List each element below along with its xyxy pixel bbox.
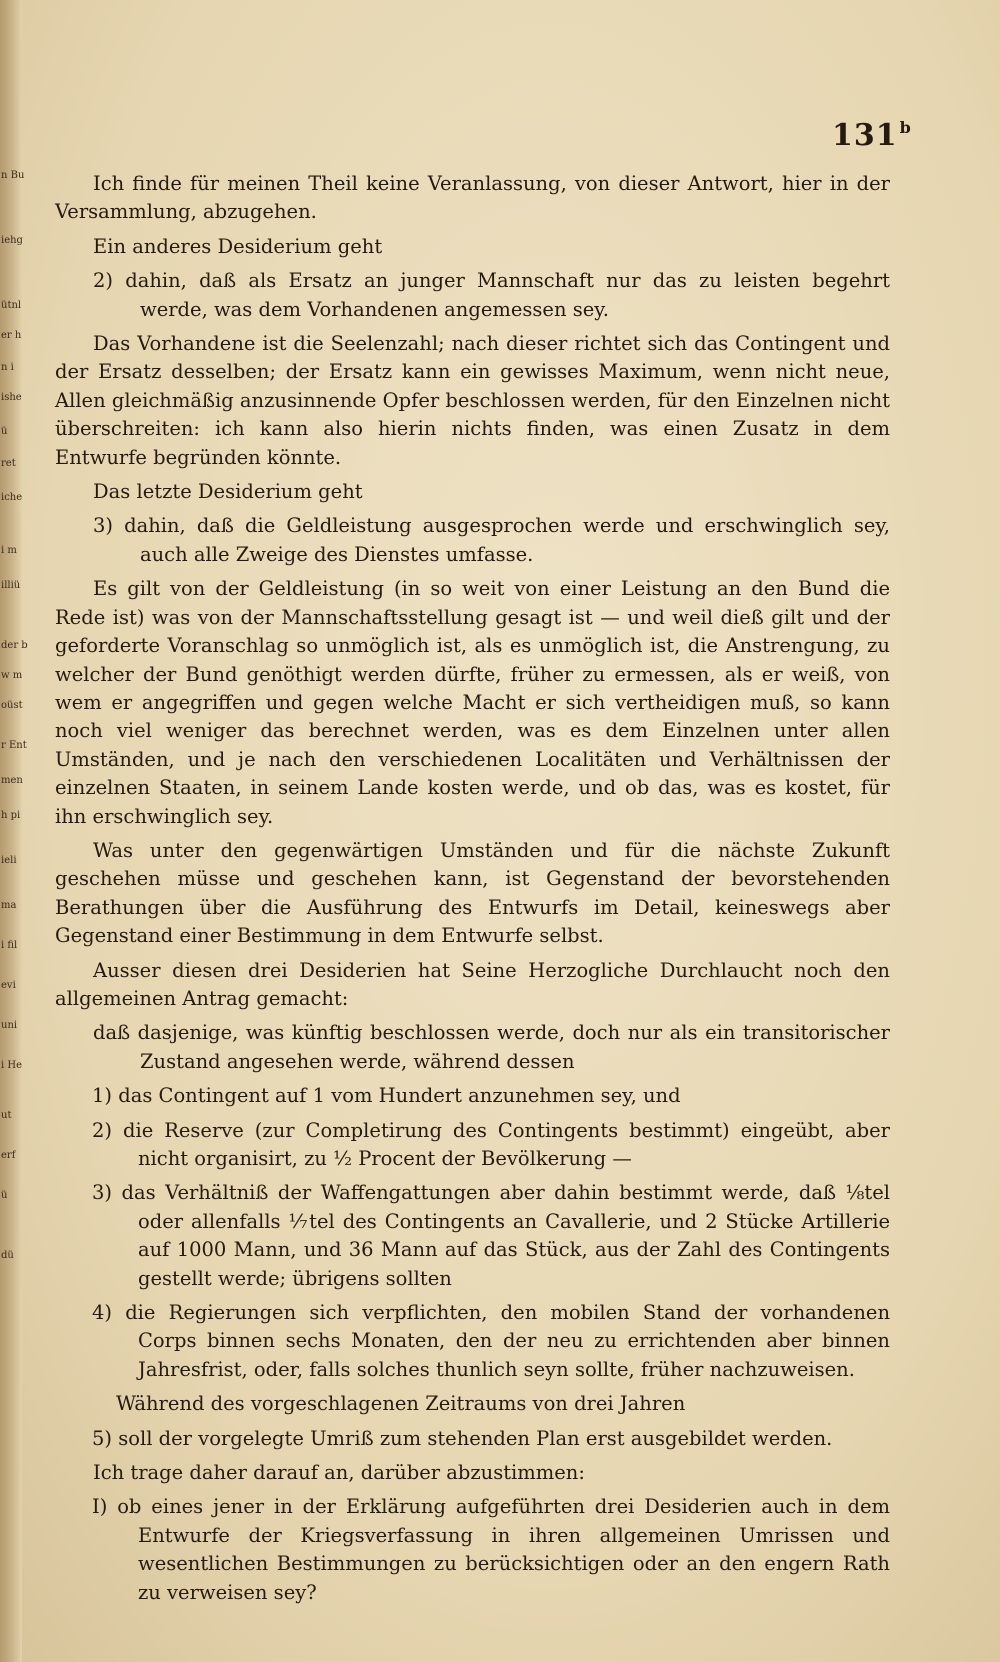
margin-fragment: i fil bbox=[1, 940, 18, 951]
margin-fragment: uni bbox=[1, 1020, 18, 1031]
paragraph: 3) dahin, daß die Geldleistung ausgesprochen werde und erschwinglich sey, auch alle Zweige des Dienstes umfasse. bbox=[93, 514, 890, 566]
margin-fragment: erf bbox=[1, 1150, 16, 1161]
margin-fragment: n i bbox=[1, 362, 14, 373]
margin-fragment: ishe bbox=[1, 392, 22, 403]
paragraph: 1) das Contingent auf 1 vom Hundert anzunehmen sey, und bbox=[92, 1084, 681, 1108]
margin-fragment: iehg bbox=[1, 235, 23, 246]
paragraph: Ein anderes Desiderium geht bbox=[93, 234, 383, 258]
margin-fragment: er h bbox=[1, 330, 22, 341]
margin-fragment: r Ent bbox=[1, 740, 27, 751]
paragraph: daß dasjenige, was künftig beschlossen werde, doch nur als ein transitorischer Zustand angesehen werde, während dessen bbox=[93, 1021, 890, 1073]
paragraph: 4) die Regierungen sich verpflichten, den mobilen Stand der vorhandenen Corps binnen sechs Monaten, den der neu zu errichtenden aber binnen Jahresfrist, oder, falls solches thunlich seyn sollte, früher nachzuweisen. bbox=[92, 1301, 890, 1381]
margin-fragment: dü bbox=[1, 1250, 14, 1261]
paragraph: 2) die Reserve (zur Completirung des Contingents bestimmt) eingeübt, aber nicht organisirt, zu ½ Procent der Bevölkerung — bbox=[92, 1118, 890, 1170]
paragraph: Das Vorhandene ist die Seelenzahl; nach dieser richtet sich das Contingent und der Ersatz desselben; der Ersatz kann ein gewisses Maximum, wenn nicht neue, Allen gleichmäßig anzusinnende Opfer beschlossen werden, für den Einzelnen nicht überschreiten: ich kann also hierin nichts finden, was einen Zusatz in dem Entwurfe begründen könnte. bbox=[55, 332, 890, 469]
margin-fragment: w m bbox=[1, 670, 23, 681]
margin-fragment: i m bbox=[1, 545, 17, 556]
margin-fragment: oüst bbox=[1, 700, 23, 711]
margin-fragment: n Bu bbox=[1, 170, 25, 181]
paragraph: Es gilt von der Geldleistung (in so weit von einer Leistung an den Bund die Rede ist) was von der Mannschaftsstellung gesagt ist — und weil dieß gilt und der geforderte Voranschlag so unmöglich ist, als es unmöglich ist, die Anstrengung, zu welcher der Bund genöthigt werden dürfte, früher zu ermessen, als er weiß, von wem er angegriffen und gegen welche Macht er sich vertheidigen muß, so kann noch viel weniger das berechnet werden, was es dem Einzelnen unter allen Umständen, und je nach den verschiedenen Localitäten und Verhältnissen der einzelnen Staaten, in seinem Lande kosten werde, und ob das, was es kostet, für ihn erschwinglich sey. bbox=[55, 577, 890, 828]
paragraph: I) ob eines jener in der Erklärung aufgeführten drei Desiderien auch in dem Entwurfe der Kriegsverfassung in ihren allgemeinen Umrissen und wesentlichen Bestimmungen zu berücksichtigen oder an den engern Rath zu verweisen sey? bbox=[92, 1495, 890, 1604]
page-number-suffix: b bbox=[899, 118, 912, 137]
margin-fragment: ret bbox=[1, 458, 16, 469]
margin-fragment: ü bbox=[1, 1190, 8, 1201]
page-number bbox=[832, 118, 912, 153]
margin-fragment: ma bbox=[1, 900, 17, 911]
margin-fragment: men bbox=[1, 775, 23, 786]
margin-fragment: der b bbox=[1, 640, 28, 651]
margin-fragment: h pi bbox=[1, 810, 21, 821]
margin-fragment: iche bbox=[1, 492, 23, 503]
margin-fragment: i He bbox=[1, 1060, 23, 1071]
margin-fragment: evi bbox=[1, 980, 16, 991]
page-number-value: 131 bbox=[832, 118, 898, 153]
margin-fragment: ieli bbox=[1, 855, 17, 866]
paragraph: Ich trage daher darauf an, darüber abzustimmen: bbox=[93, 1461, 585, 1485]
margin-fragment: ütnl bbox=[1, 300, 22, 311]
paragraph: Was unter den gegenwärtigen Umständen und für die nächste Zukunft geschehen müsse und geschehen kann, ist Gegenstand der bevorstehenden Berathungen über die Ausführung des Entwurfs im Detail, keineswegs aber Gegenstand einer Bestimmung in dem Entwurfe selbst. bbox=[55, 838, 890, 948]
margin-fragment: ü bbox=[1, 426, 8, 437]
binding-gutter bbox=[0, 0, 28, 1662]
paragraph: Ausser diesen drei Desiderien hat Seine Herzogliche Durchlaucht noch den allgemeinen Antrag gemacht: bbox=[55, 958, 890, 1010]
paragraph: Das letzte Desiderium geht bbox=[93, 480, 363, 504]
paragraph: 3) das Verhältniß der Waffengattungen aber dahin bestimmt werde, daß ⅛tel oder allenfalls ⅐tel des Contingents an Cavallerie, und 2 Stücke Artillerie auf 1000 Mann, und 36 Mann auf das Stück, aus der Zahl des Contingents gestellt werde; übrigens sollten bbox=[92, 1181, 890, 1290]
body-text bbox=[55, 170, 890, 1613]
margin-fragment: illiü bbox=[1, 580, 21, 591]
paragraph: 5) soll der vorgelegte Umriß zum stehenden Plan erst ausgebildet werden. bbox=[92, 1426, 833, 1450]
paragraph: Während des vorgeschlagenen Zeitraums von drei Jahren bbox=[116, 1392, 686, 1416]
paragraph: 2) dahin, daß als Ersatz an junger Mannschaft nur das zu leisten begehrt werde, was dem Vorhandenen angemessen sey. bbox=[93, 269, 890, 321]
margin-fragment: ut bbox=[1, 1110, 12, 1121]
paragraph: Ich finde für meinen Theil keine Veranlassung, von dieser Antwort, hier in der Versammlung, abzugehen. bbox=[55, 172, 890, 224]
